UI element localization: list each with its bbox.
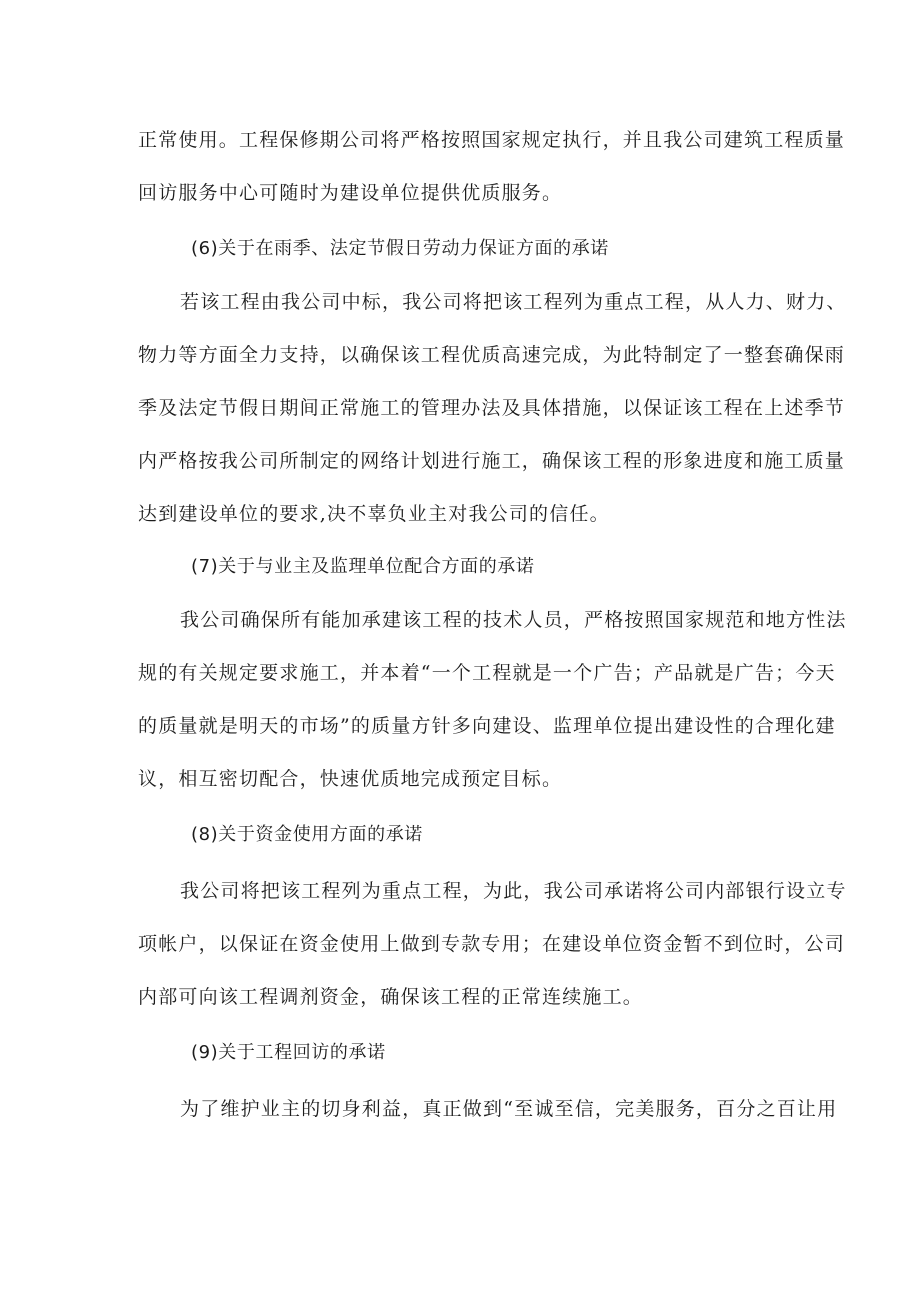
paragraph-line: 内部可向该工程调剂资金，确保该工程的正常连续施工。	[138, 986, 644, 1008]
paragraph-line: 若该工程由我公司中标，我公司将把该工程列为重点工程，从人力、财力、	[180, 291, 847, 313]
paragraph-line: 我公司确保所有能加承建该工程的技术人员，严格按照国家规范和地方性法	[180, 609, 847, 631]
section-heading: (9)关于工程回访的承诺	[191, 1042, 386, 1063]
paragraph-line: 物力等方面全力支持，以确保该工程优质高速完成，为此特制定了一整套确保雨	[138, 344, 846, 366]
paragraph-line: 规的有关规定要求施工，并本着“一个工程就是一个广告；产品就是广告；今天	[138, 662, 836, 684]
paragraph-line: 我公司将把该工程列为重点工程，为此，我公司承诺将公司内部银行设立专	[180, 880, 847, 902]
paragraph-line: 的质量就是明天的市场”的质量方针多向建设、监理单位提出建设性的合理化建	[138, 715, 836, 737]
paragraph-line: 项帐户，以保证在资金使用上做到专款专用；在建设单位资金暂不到位时，公司	[138, 933, 846, 955]
paragraph-line: 正常使用。工程保修期公司将严格按照国家规定执行，并且我公司建筑工程质量	[138, 129, 846, 151]
paragraph-line: 季及法定节假日期间正常施工的管理办法及具体措施，以保证该工程在上述季节	[138, 397, 846, 419]
paragraph-line: 达到建设单位的要求,决不辜负业主对我公司的信任。	[138, 503, 610, 525]
paragraph-line: 为了维护业主的切身利益，真正做到“至诚至信，完美服务，百分之百让用	[180, 1098, 838, 1120]
section-heading: (6)关于在雨季、法定节假日劳动力保证方面的承诺	[191, 238, 609, 259]
paragraph-line: 议，相互密切配合，快速优质地完成预定目标。	[138, 768, 563, 790]
section-heading: (8)关于资金使用方面的承诺	[191, 824, 423, 845]
paragraph-line: 内严格按我公司所制定的网络计划进行施工，确保该工程的形象进度和施工质量	[138, 450, 846, 472]
document-body	[138, 124, 847, 1125]
paragraph-line: 回访服务中心可随时为建设单位提供优质服务。	[138, 182, 563, 204]
section-heading: (7)关于与业主及监理单位配合方面的承诺	[191, 556, 535, 577]
